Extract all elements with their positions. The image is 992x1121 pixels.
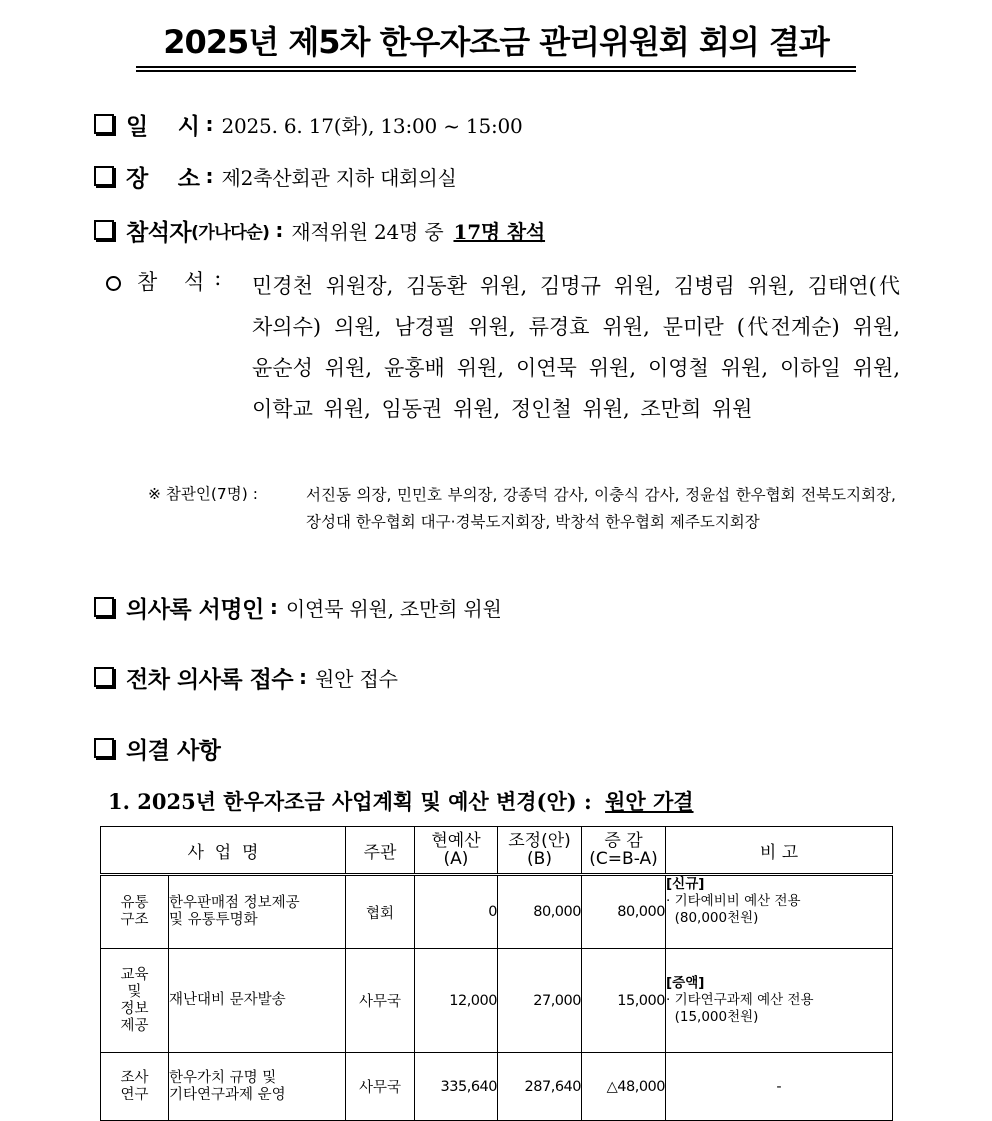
header-current-line2: (A) (443, 849, 469, 869)
header-adjusted (498, 827, 582, 875)
row-org: 협회 (346, 875, 415, 949)
document-title-block (136, 20, 856, 64)
checkbox-bullet-icon (94, 667, 114, 687)
header-note: 비 고 (666, 827, 893, 875)
attendees-label: 참석자 (126, 219, 192, 246)
row-project-name: 재난대비 문자발송 (169, 949, 346, 1053)
attendance-head (106, 266, 221, 296)
row-diff: 15,000 (582, 949, 666, 1053)
signers-label: 의사록 서명인 (126, 596, 264, 623)
signers-row (94, 590, 502, 624)
colon: : (275, 218, 284, 242)
datetime-label: 일 시 (126, 113, 200, 140)
datetime-value: 2025. 6. 17(화), 13:00 ~ 15:00 (221, 113, 523, 138)
attendance-list: 민경천 위원장, 김동환 위원, 김명규 위원, 김병림 위원, 김태연(代차의수) 의원, 남경필 위원, 류경효 위원, 문미란 (代전계순) 위원, 윤순성 위원, 윤홍배 위원, 이연묵 위원, 이영철 위원, 이하일 위원, 이학교 위원, 임동권 위원, 정인철 위원, 조만희 위원 (252, 274, 900, 421)
observers-label: ※ 참관인(7명) : (148, 485, 258, 503)
resolutions-row (94, 731, 220, 765)
row-adjusted: 287,640 (498, 1053, 582, 1121)
row-note-tag: [신규] (666, 876, 705, 892)
title-underline-second (136, 70, 856, 72)
row-org: 사무국 (346, 949, 415, 1053)
header-current-line1: 현예산 (431, 831, 481, 851)
header-org: 주관 (346, 827, 415, 875)
colon: : (214, 266, 222, 290)
checkbox-bullet-icon (94, 220, 114, 240)
prev-minutes-value: 원안 접수 (315, 666, 398, 691)
place-value: 제2축산회관 지하 대회의실 (221, 165, 457, 190)
prev-minutes-row (94, 660, 398, 694)
row-adjusted: 27,000 (498, 949, 582, 1053)
row-note (666, 949, 893, 1053)
row-category: 유통 구조 (101, 875, 169, 949)
checkbox-bullet-icon (94, 114, 114, 134)
row-note (666, 875, 893, 949)
checkbox-bullet-icon (94, 166, 114, 186)
row-category: 교육 및 정보 제공 (101, 949, 169, 1053)
row-current: 335,640 (415, 1053, 498, 1121)
circle-bullet-icon (106, 276, 121, 291)
row-diff: 80,000 (582, 875, 666, 949)
attendees-row (94, 213, 545, 247)
table-row (101, 1053, 893, 1121)
resolution-item-1-result: 원안 가결 (605, 789, 694, 814)
header-current (415, 827, 498, 875)
signers-value: 이연묵 위원, 조만희 위원 (285, 596, 502, 621)
header-project: 사 업 명 (101, 827, 346, 875)
attendees-label-note: (가나다순) (191, 222, 270, 243)
resolutions-label: 의결 사항 (126, 737, 221, 764)
row-category: 조사 연구 (101, 1053, 169, 1121)
checkbox-bullet-icon (94, 597, 114, 617)
colon: : (269, 595, 278, 619)
resolution-item-1-title: 1. 2025년 한우자조금 사업계획 및 예산 변경(안) : (108, 789, 592, 814)
header-adjusted-line1: 조정(안) (508, 831, 571, 851)
datetime-row (94, 107, 523, 141)
row-project-name: 한우판매점 정보제공 및 유통투명화 (169, 875, 346, 949)
header-diff-line2: (C=B-A) (589, 849, 658, 869)
attendance-label: 참 석 (137, 270, 205, 294)
table-row (101, 875, 893, 949)
observers-list: 서진동 의장, 민민호 부의장, 강종덕 감사, 이충식 감사, 정윤섭 한우협회 전북도지회장, 장성대 한우협회 대구·경북도지회장, 박창석 한우협회 제주도지회장 (306, 486, 896, 531)
row-note: - (666, 1053, 893, 1121)
row-org: 사무국 (346, 1053, 415, 1121)
header-adjusted-line2: (B) (527, 849, 552, 869)
prev-minutes-label: 전차 의사록 접수 (126, 666, 294, 693)
colon: : (205, 164, 214, 188)
header-diff-line1: 증 감 (604, 831, 643, 851)
header-diff (582, 827, 666, 875)
row-current: 12,000 (415, 949, 498, 1053)
table-header-row (101, 827, 893, 875)
row-note-body: · 기타연구과제 예산 전용 (15,000천원) (666, 992, 814, 1025)
attendees-value-emphasis: 17명 참석 (453, 219, 546, 244)
row-diff: △48,000 (582, 1053, 666, 1121)
row-project-name: 한우가치 규명 및 기타연구과제 운영 (169, 1053, 346, 1121)
colon: : (299, 665, 308, 689)
table-row (101, 949, 893, 1053)
attendees-value-prefix: 재적위원 24명 중 (291, 219, 444, 244)
page-title: 2025년 제5차 한우자조금 관리위원회 회의 결과 (163, 23, 829, 61)
row-current: 0 (415, 875, 498, 949)
budget-table (100, 826, 893, 1121)
place-label: 장 소 (126, 165, 200, 192)
checkbox-bullet-icon (94, 738, 114, 758)
title-underline (136, 66, 856, 68)
colon: : (205, 112, 214, 136)
row-note-body: · 기타예비비 예산 전용 (80,000천원) (666, 893, 801, 926)
row-adjusted: 80,000 (498, 875, 582, 949)
resolution-item-1 (108, 786, 694, 816)
row-note-tag: [증액] (666, 975, 705, 991)
place-row (94, 159, 457, 193)
